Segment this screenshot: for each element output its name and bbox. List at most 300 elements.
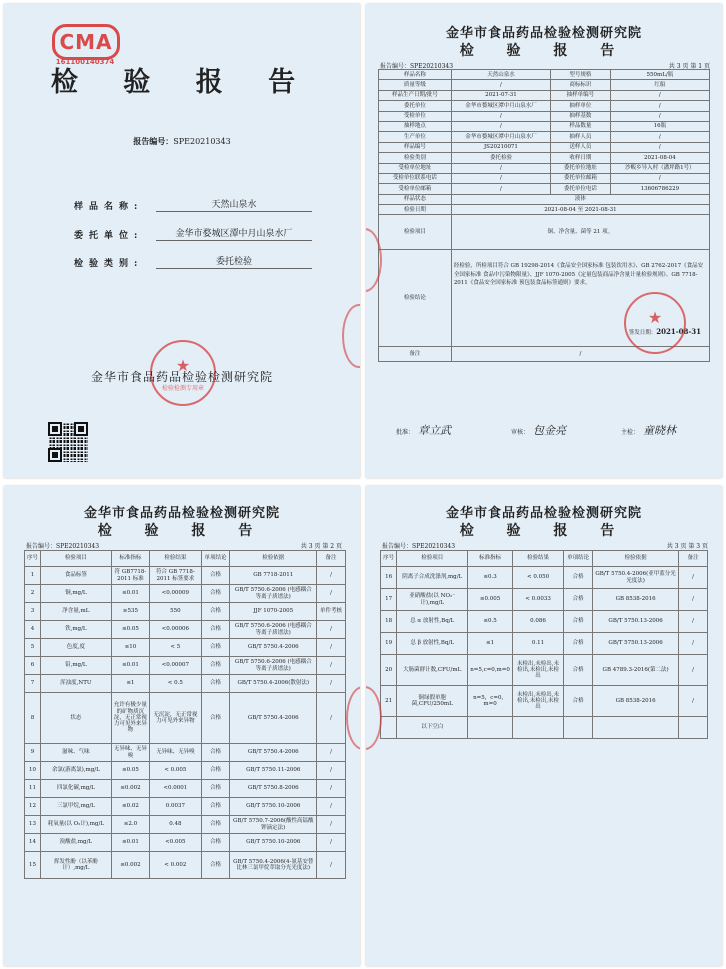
cover-report-no: 报告编号：SPE20210343 bbox=[133, 136, 231, 146]
table-cell: 检验类别 bbox=[379, 153, 452, 163]
table-cell: 溴酸盐,mg/L bbox=[41, 834, 112, 852]
table-row bbox=[25, 744, 346, 762]
table-cell: GB/T 5750.13-2006 bbox=[592, 633, 678, 655]
table-cell: 合格 bbox=[201, 585, 230, 603]
table-cell: 合格 bbox=[201, 780, 230, 798]
table-cell: 挥发性酚（以苯酚计）,mg/L bbox=[41, 852, 112, 879]
table-cell: 合格 bbox=[201, 603, 230, 621]
report-no: 报告编号：SPE20210343 bbox=[26, 543, 100, 550]
table-cell: 铜绿假单胞菌,CFU/250mL bbox=[397, 686, 468, 717]
table-cell bbox=[679, 717, 708, 739]
table-cell: ≤1 bbox=[111, 675, 150, 693]
table-cell: <0.0001 bbox=[150, 780, 201, 798]
table-cell: 铜,mg/L bbox=[41, 585, 112, 603]
table-row bbox=[25, 798, 346, 816]
table-cell: 合格 bbox=[201, 762, 230, 780]
table-cell bbox=[381, 717, 397, 739]
report-no: 报告编号：SPE20210343 bbox=[380, 63, 454, 70]
table-cell: GB 8538-2016 bbox=[592, 589, 678, 611]
table-cell: / bbox=[317, 567, 346, 585]
table-cell: / bbox=[317, 816, 346, 834]
star-icon: ★ bbox=[647, 308, 663, 327]
table-cell: 9 bbox=[25, 744, 41, 762]
table-cell: ≤10 bbox=[111, 639, 150, 657]
page-report-title: 检 验 报 告 bbox=[459, 43, 629, 59]
table-row bbox=[379, 205, 710, 215]
table-cell: 抽样地点 bbox=[379, 121, 452, 131]
cover-row-client: 委托单位: 金华市婺城区潭中月山泉水厂 bbox=[74, 228, 314, 242]
table-cell: 4 bbox=[25, 621, 41, 639]
table-cell: 合格 bbox=[564, 611, 593, 633]
table-cell: < 5 bbox=[150, 639, 201, 657]
table-cell: GB/T 5750.10-2006 bbox=[230, 834, 317, 852]
table-row bbox=[381, 611, 708, 633]
table-cell: ≤0.01 bbox=[111, 585, 150, 603]
table-cell: ≤2.0 bbox=[111, 816, 150, 834]
table-cell: 检验结论 bbox=[379, 250, 452, 347]
table-cell: 单件考核 bbox=[317, 603, 346, 621]
page-label: 共 3 页 第 3 页 bbox=[666, 543, 708, 550]
page-institute: 金华市食品药品检验检测研究院 bbox=[445, 506, 642, 521]
table-cell: 未检出,未检出,未检出,未检出,未检出 bbox=[512, 655, 563, 686]
table-cell: 21 bbox=[381, 686, 397, 717]
table-row bbox=[25, 834, 346, 852]
table-cell: 样品编号 bbox=[379, 142, 452, 152]
table-row bbox=[379, 153, 710, 163]
table-cell: 送样人员 bbox=[551, 142, 611, 152]
table-cell: 550 bbox=[150, 603, 201, 621]
table-row bbox=[381, 589, 708, 611]
table-row bbox=[381, 717, 708, 739]
cover-row-type: 检验类别: 委托检验 bbox=[74, 256, 314, 270]
table-cell: 10 bbox=[25, 762, 41, 780]
report-no: 报告编号：SPE20210343 bbox=[382, 543, 456, 550]
table-cell: GB/T 5750.4-2006 bbox=[230, 693, 317, 744]
table-cell: ≤1 bbox=[468, 633, 513, 655]
table-cell: 检验项目 bbox=[41, 551, 112, 567]
table-row bbox=[379, 111, 710, 121]
table-cell: 抽样基数 bbox=[551, 111, 611, 121]
table-cell: 合格 bbox=[201, 852, 230, 879]
table-cell: / bbox=[317, 762, 346, 780]
table-cell: ≤0.5 bbox=[468, 611, 513, 633]
table-cell: 检验结果 bbox=[150, 551, 201, 567]
table-cell: 抽样单编号 bbox=[551, 90, 611, 100]
table-cell: n=5,c=0,m=0 bbox=[468, 655, 513, 686]
table-cell: 合格 bbox=[201, 744, 230, 762]
table-cell: 0.11 bbox=[512, 633, 563, 655]
table-cell: 液体 bbox=[451, 194, 709, 204]
page-report-title: 检 验 报 告 bbox=[459, 523, 629, 539]
table-cell: / bbox=[317, 621, 346, 639]
table-cell: / bbox=[610, 132, 709, 142]
table-cell: JJF 1070-2005 bbox=[230, 603, 317, 621]
report-page-3 bbox=[366, 486, 722, 966]
table-cell: 13 bbox=[25, 816, 41, 834]
table-cell: 收样日期 bbox=[551, 153, 611, 163]
table-cell: GB/T 5750.4-2006 bbox=[230, 639, 317, 657]
table-cell: / bbox=[679, 686, 708, 717]
table-cell: ≤0.3 bbox=[468, 567, 513, 589]
table-cell: / bbox=[451, 184, 550, 194]
table-cell: 铁,mg/L bbox=[41, 621, 112, 639]
table-cell: <0.00007 bbox=[150, 657, 201, 675]
table-cell: 2 bbox=[25, 585, 41, 603]
table-cell: / bbox=[610, 173, 709, 183]
table-cell: 单项结论 bbox=[564, 551, 593, 567]
table-cell: 检验项目 bbox=[379, 215, 452, 250]
table-cell: 20 bbox=[381, 655, 397, 686]
table-row bbox=[379, 121, 710, 131]
table-cell: 合格 bbox=[564, 655, 593, 686]
table-row bbox=[381, 655, 708, 686]
cma-logo: CMA bbox=[52, 24, 120, 60]
table-cell: / bbox=[317, 657, 346, 675]
table-cell: / bbox=[451, 111, 550, 121]
table-cell: < 0.0033 bbox=[512, 589, 563, 611]
table-cell: GB/T 5750.7-2006(酸性高锰酸钾滴定法) bbox=[230, 816, 317, 834]
table-cell: ≤0.05 bbox=[111, 621, 150, 639]
table-cell: / bbox=[451, 347, 709, 362]
table-cell: 检验依据 bbox=[230, 551, 317, 567]
table-cell: 无异味、无异嗅 bbox=[150, 744, 201, 762]
table-cell: 铜、净含量、菌等 21 项。 bbox=[451, 215, 709, 250]
table-cell: 3 bbox=[25, 603, 41, 621]
table-cell: 合格 bbox=[201, 693, 230, 744]
table-cell: 5 bbox=[25, 639, 41, 657]
table-row bbox=[25, 762, 346, 780]
table-cell: / bbox=[451, 163, 550, 173]
table-cell: GB/T 5750.6-2006 (电感耦合等离子质谱法) bbox=[230, 585, 317, 603]
table-cell: 合格 bbox=[564, 633, 593, 655]
table-cell: / bbox=[317, 675, 346, 693]
table-cell: 18 bbox=[381, 611, 397, 633]
table-row bbox=[25, 567, 346, 585]
table-cell: 红船 bbox=[610, 80, 709, 90]
page-label: 共 3 页 第 2 页 bbox=[300, 543, 342, 550]
table-cell: / bbox=[317, 834, 346, 852]
table-cell: GB 8538-2016 bbox=[592, 686, 678, 717]
table-cell bbox=[592, 717, 678, 739]
table-cell: <0.005 bbox=[150, 834, 201, 852]
table-cell: 委托单位邮箱 bbox=[551, 173, 611, 183]
table-cell: 14 bbox=[25, 834, 41, 852]
table-cell: / bbox=[317, 585, 346, 603]
cover-institute: 金华市食品药品检验检测研究院 bbox=[90, 370, 273, 384]
sign-date: 签发日期：2021-08-31 bbox=[628, 327, 701, 337]
table-cell: 检验结果 bbox=[512, 551, 563, 567]
table-cell: 19 bbox=[381, 633, 397, 655]
table-cell: 合格 bbox=[201, 816, 230, 834]
table-cell: 受检单位邮箱 bbox=[379, 184, 452, 194]
conclusion-text: 经检验，所检项目符合 GB 19298-2014《食品安全国家标准 包装饮用水》、GB 2762-2017《食品安全国家标准 食品中污染物限量》、JJF 1070-2005《定量包装商品净含量计量检验规则》、GB 7718-2011《食品安全国家标准 预包装食品标签通则》要求。 bbox=[453, 263, 704, 286]
table-cell: GB/T 5750.10-2006 bbox=[230, 798, 317, 816]
table-cell: 合格 bbox=[564, 589, 593, 611]
table-cell: / bbox=[610, 101, 709, 111]
cma-code: 161100140374 bbox=[55, 58, 115, 66]
table-cell: 2021-08-04 至 2021-08-31 bbox=[451, 205, 709, 215]
table-cell: 检验日期 bbox=[379, 205, 452, 215]
table-cell: / bbox=[610, 142, 709, 152]
cover-page bbox=[4, 4, 360, 478]
table-cell: / bbox=[317, 852, 346, 879]
table-row bbox=[379, 184, 710, 194]
table-cell: 标准指标 bbox=[468, 551, 513, 567]
table-cell: GB/T 5750.13-2006 bbox=[592, 611, 678, 633]
table-cell: 序号 bbox=[25, 551, 41, 567]
table-row bbox=[25, 852, 346, 879]
page-institute: 金华市食品药品检验检测研究院 bbox=[445, 26, 642, 41]
table-cell: 委托单位 bbox=[379, 101, 452, 111]
table-row bbox=[25, 639, 346, 657]
table-cell: 样品状态 bbox=[379, 194, 452, 204]
table-cell: 耗氧量(以 O₂计),mg/L bbox=[41, 816, 112, 834]
table-row bbox=[381, 633, 708, 655]
table-cell: 滋味、气味 bbox=[41, 744, 112, 762]
table-cell: 色度,度 bbox=[41, 639, 112, 657]
table-cell: 允许有极少量的矿物质沉淀，无正常视力可见外来异物 bbox=[111, 693, 150, 744]
table-cell: 8 bbox=[25, 693, 41, 744]
table-cell: 商标标识 bbox=[551, 80, 611, 90]
table-cell: 合格 bbox=[201, 657, 230, 675]
table-row bbox=[25, 816, 346, 834]
table-row bbox=[25, 657, 346, 675]
edge-seal bbox=[342, 304, 360, 368]
table-cell: 12 bbox=[25, 798, 41, 816]
table-cell bbox=[468, 717, 513, 739]
table-cell: 无异味、无异嗅 bbox=[111, 744, 150, 762]
table-cell: / bbox=[317, 798, 346, 816]
table-cell: / bbox=[679, 655, 708, 686]
approver-signature: 批准： 章立武 bbox=[396, 424, 452, 437]
table-cell: 合格 bbox=[564, 686, 593, 717]
table-cell: GB/T 5750.11-2006 bbox=[230, 762, 317, 780]
table-cell: GB/T 5750.8-2006 bbox=[230, 780, 317, 798]
table-cell: 备注 bbox=[679, 551, 708, 567]
results-table bbox=[24, 550, 346, 879]
table-cell: 备注 bbox=[317, 551, 346, 567]
table-cell: ≤0.002 bbox=[111, 852, 150, 879]
table-cell: GB/T 5750.6-2006 (电感耦合等离子质谱法) bbox=[230, 621, 317, 639]
table-cell: 550mL/瓶 bbox=[610, 70, 709, 80]
reviewer-signature: 审核： 包金亮 bbox=[511, 424, 567, 437]
table-row bbox=[379, 142, 710, 152]
table-cell: ≤0.02 bbox=[111, 798, 150, 816]
table-cell: 样品生产日期/批号 bbox=[379, 90, 452, 100]
table-cell: / bbox=[679, 611, 708, 633]
table-cell: 16瓶 bbox=[610, 121, 709, 131]
table-row bbox=[25, 675, 346, 693]
cover-row-sample: 样品名称: 天然山泉水 bbox=[74, 199, 314, 213]
star-icon: ★ bbox=[175, 356, 191, 375]
table-cell: 受检单位地址 bbox=[379, 163, 452, 173]
table-cell: GB 4789.3-2016(第二法) bbox=[592, 655, 678, 686]
table-cell: 阴离子合成洗涤剂,mg/L bbox=[397, 567, 468, 589]
table-row bbox=[25, 585, 346, 603]
table-cell: / bbox=[317, 744, 346, 762]
table-row bbox=[379, 163, 710, 173]
table-cell: 无沉淀，无正常视力可见外来异物 bbox=[150, 693, 201, 744]
table-header-row bbox=[25, 551, 346, 567]
tester-signature: 主检： 童晓林 bbox=[621, 424, 677, 437]
table-cell: 合格 bbox=[201, 675, 230, 693]
table-cell: 合格 bbox=[201, 621, 230, 639]
table-row bbox=[379, 90, 710, 100]
table-row bbox=[379, 132, 710, 142]
report-page-1 bbox=[366, 4, 722, 478]
table-cell: 0.48 bbox=[150, 816, 201, 834]
edge-seal bbox=[346, 686, 360, 750]
table-cell: 总 α 放射性,Bq/L bbox=[397, 611, 468, 633]
table-cell: / bbox=[451, 121, 550, 131]
table-cell: 委托单位电话 bbox=[551, 184, 611, 194]
table-row bbox=[25, 603, 346, 621]
table-cell: 17 bbox=[381, 589, 397, 611]
table-cell: 总 β 放射性,Bq/L bbox=[397, 633, 468, 655]
table-cell: 符 GB7718-2011 标准 bbox=[111, 567, 150, 585]
table-row bbox=[379, 80, 710, 90]
table-cell: <0.00006 bbox=[150, 621, 201, 639]
table-cell: 样品数量 bbox=[551, 121, 611, 131]
report-page-2 bbox=[4, 486, 360, 966]
table-cell: / bbox=[451, 173, 550, 183]
table-cell: 检验依据 bbox=[592, 551, 678, 567]
table-cell: 沙畈乡导入村（潘坪路1号） bbox=[610, 163, 709, 173]
table-cell: < 0.005 bbox=[150, 762, 201, 780]
qr-code-icon bbox=[48, 422, 88, 462]
table-cell: 7 bbox=[25, 675, 41, 693]
table-cell: 11 bbox=[25, 780, 41, 798]
table-row bbox=[379, 194, 710, 204]
table-cell: 浑浊度,NTU bbox=[41, 675, 112, 693]
table-cell: 合格 bbox=[201, 798, 230, 816]
table-cell: JS20210071 bbox=[451, 142, 550, 152]
table-cell: 亚硝酸盐(以 NO₂⁻计),mg/L bbox=[397, 589, 468, 611]
table-cell: GB/T 5750.4-2006(4-氨基安替比林三氯甲烷萃取分光光度法) bbox=[230, 852, 317, 879]
table-cell: 标准指标 bbox=[111, 551, 150, 567]
table-cell: / bbox=[679, 567, 708, 589]
table-cell: / bbox=[610, 90, 709, 100]
page-report-title: 检 验 报 告 bbox=[97, 523, 267, 539]
table-cell: 四氯化碳,mg/L bbox=[41, 780, 112, 798]
table-row bbox=[381, 686, 708, 717]
table-cell: GB/T 5750.4-2006(散射法) bbox=[230, 675, 317, 693]
table-cell: ≤0.01 bbox=[111, 657, 150, 675]
table-cell: 大肠菌群计数,CFU/mL bbox=[397, 655, 468, 686]
page-institute: 金华市食品药品检验检测研究院 bbox=[83, 506, 280, 521]
table-cell: 16 bbox=[381, 567, 397, 589]
table-cell: 0.0037 bbox=[150, 798, 201, 816]
table-cell: 0.086 bbox=[512, 611, 563, 633]
table-cell: 委托检验 bbox=[451, 153, 550, 163]
blank-note: 以下空白 bbox=[397, 717, 468, 739]
table-cell: < 0.002 bbox=[150, 852, 201, 879]
table-cell: GB 7718-2011 bbox=[230, 567, 317, 585]
table-cell: / bbox=[317, 639, 346, 657]
table-cell: 生产单位 bbox=[379, 132, 452, 142]
table-header-row bbox=[381, 551, 708, 567]
table-cell: GB/T 5750.4-2006 bbox=[230, 744, 317, 762]
table-cell bbox=[512, 717, 563, 739]
table-cell: 15 bbox=[25, 852, 41, 879]
table-row bbox=[25, 780, 346, 798]
table-row bbox=[25, 693, 346, 744]
results-table bbox=[380, 550, 708, 739]
cover-title: 检 验 报 告 bbox=[50, 67, 314, 98]
table-row bbox=[379, 70, 710, 80]
table-cell: 型号规格 bbox=[551, 70, 611, 80]
table-cell: 天然山泉水 bbox=[451, 70, 550, 80]
table-cell: ≤0.05 bbox=[111, 762, 150, 780]
table-cell: 合格 bbox=[564, 567, 593, 589]
table-cell: 6 bbox=[25, 657, 41, 675]
table-cell: 1 bbox=[25, 567, 41, 585]
table-cell: / bbox=[679, 633, 708, 655]
table-cell: / bbox=[317, 780, 346, 798]
official-seal: ★ 检验检测专用章 bbox=[150, 340, 216, 406]
table-cell: / bbox=[679, 589, 708, 611]
table-cell: 委托单位地址 bbox=[551, 163, 611, 173]
table-cell: 净含量,mL bbox=[41, 603, 112, 621]
table-cell: 未检出,未检出,未检出,未检出,未检出 bbox=[512, 686, 563, 717]
table-cell bbox=[564, 717, 593, 739]
table-cell: 抽样单位 bbox=[551, 101, 611, 111]
table-cell: 合格 bbox=[201, 639, 230, 657]
table-cell: 金华市婺城区潭中月山泉水厂 bbox=[451, 101, 550, 111]
page-label: 共 3 页 第 1 页 bbox=[668, 63, 710, 70]
table-row bbox=[379, 101, 710, 111]
table-row bbox=[379, 173, 710, 183]
table-cell: 金华市婺城区潭中月山泉水厂 bbox=[451, 132, 550, 142]
table-cell: 状态 bbox=[41, 693, 112, 744]
table-cell: 合格 bbox=[201, 834, 230, 852]
table-cell: < 0.050 bbox=[512, 567, 563, 589]
table-cell: 受检单位 bbox=[379, 111, 452, 121]
table-cell: 备注 bbox=[379, 347, 452, 362]
table-cell: ≥535 bbox=[111, 603, 150, 621]
table-cell: / bbox=[451, 80, 550, 90]
table-cell: 2021-08-04 bbox=[610, 153, 709, 163]
table-cell: 抽样人员 bbox=[551, 132, 611, 142]
table-cell: ≤0.005 bbox=[468, 589, 513, 611]
official-seal bbox=[624, 292, 686, 354]
table-cell: 13606786229 bbox=[610, 184, 709, 194]
table-cell: 单项结论 bbox=[201, 551, 230, 567]
table-row bbox=[381, 567, 708, 589]
table-cell: ≤0.01 bbox=[111, 834, 150, 852]
table-cell: GB/T 5750.6-2006 (电感耦合等离子质谱法) bbox=[230, 657, 317, 675]
table-cell: / bbox=[610, 111, 709, 121]
table-row bbox=[25, 621, 346, 639]
table-cell: 2021-07-31 bbox=[451, 90, 550, 100]
table-cell: 质量等级 bbox=[379, 80, 452, 90]
table-cell: 三氯甲烷,mg/L bbox=[41, 798, 112, 816]
table-cell: 铅,mg/L bbox=[41, 657, 112, 675]
table-cell: 余氯(游离氯),mg/L bbox=[41, 762, 112, 780]
table-cell: <0.00009 bbox=[150, 585, 201, 603]
table-cell: < 0.5 bbox=[150, 675, 201, 693]
table-cell: n=5，c=0，m=0 bbox=[468, 686, 513, 717]
table-cell: 样品名称 bbox=[379, 70, 452, 80]
table-cell: GB/T 5750.4-2006(亚甲蓝分光光度法) bbox=[592, 567, 678, 589]
table-cell: 检验项目 bbox=[397, 551, 468, 567]
table-cell: 合格 bbox=[201, 567, 230, 585]
table-cell: 序号 bbox=[381, 551, 397, 567]
table-cell: 符合 GB 7718-2011 标签要求 bbox=[150, 567, 201, 585]
table-cell: ≤0.002 bbox=[111, 780, 150, 798]
table-row bbox=[379, 215, 710, 250]
table-cell: / bbox=[317, 693, 346, 744]
